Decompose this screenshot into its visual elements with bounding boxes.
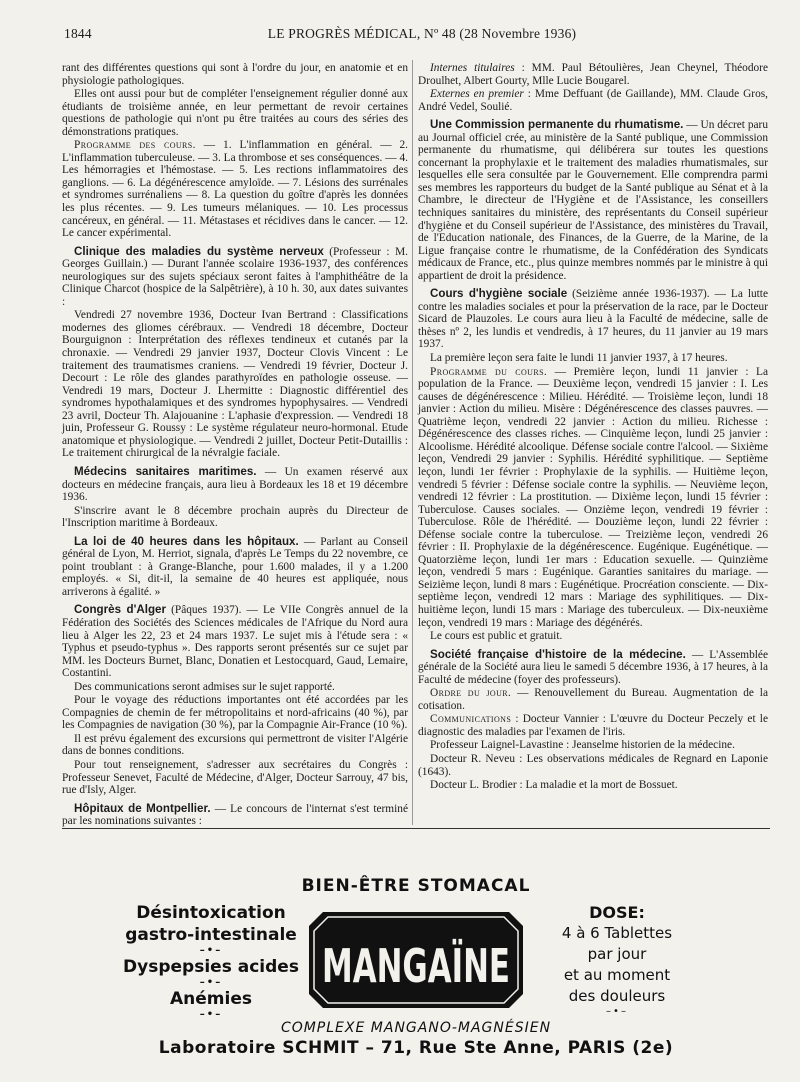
paragraph: Pour le voyage des réductions importantes ont été accordées par les Compagnies de chemin de fer métropolitains et nord-africains (40 %), par les Compagnies de navigation (30 %), par la Compagnie Air-France (10 %). [62,694,408,732]
paragraph: S'inscrire avant le 8 décembre prochain auprès du Directeur de l'Inscription maritime à Bordeaux. [62,504,408,530]
ad-dash: –•– [199,977,223,988]
ad-indication: Anémies [170,989,252,1009]
paragraph: rant des différentes questions qui sont à l'ordre du jour, en anatomie et en physiologie pathologiques. [62,62,408,87]
ad-indication: Désintoxication [136,903,286,923]
paragraph: Le cours est public et gratuit. [430,630,563,643]
section-title: Cours d'hygiène sociale [430,287,568,301]
dose-line: par jour [587,945,647,963]
paragraph-text: — Première leçon, lundi 11 janvier : La population de la France. — Deuxième leçon, vendredi 15 janvier : I. Les causes de dégénérescence : Milieu. Hérédité. — Troisième leçon, lundi 18 janvier : Action du milieu. Misère : Dégénérescence des classes pauvres. — Quatrième leçon, vendredi 22 janvier : Action du milieu. Richesse : Dégénérescence des classes riches. — Cinquième leçon, lundi 25 janvier : Alcoolisme. Hérédité alcoolique. Défense sociale contre l'alcool. — Sixième leçon, Vendredi 29 janvier : Syphilis. Hérédité syphilitique. — Septième leçon, lundi 1er février : Prophylaxie de la syphilis. — Huitième leçon, vendredi 5 février : Défense sociale contre la syphilis. — Neuvième leçon, vendredi 12 février : La prostitution. — Dixième leçon, lundi 15 février : Tuberculose. Causes sociales. — Onzième leçon, vendredi 19 février : Tuberculose. Rôle de l'hérédité. — Douzième leçon, lundi 22 février : Défense sociale contre la tuberculose. — Treizième leçon, vendredi 26 février : II. Prophylaxie de la dégénérescence. Eugénique. Eugénétique. — Quatorzième leçon, lundi 1er mars : Education sexuelle. — Quinzième leçon, vendredi 5 mars : Eugénique. Garanties sanitaires du mariage. — Seizième leçon, lundi 8 mars : Eugénétique. Procréation consciente. — Dix-septième leçon, vendredi 12 mars : Mariage des syphilitiques. — Dix-huitième leçon, lundi 15 mars : Mariage des tuberculeux. — Dix-neuxième leçon, vendredi 19 mars : Mariage des dégénérés. [418,365,768,629]
paragraph-text: : MM. Paul Bétoulières, Jean Cheynel, Théodore Droulhet, Albert Gourty, Mlle Lucie Bougarel. [418,62,768,87]
paragraph: Des communications seront admises sur le sujet rapporté. [74,680,335,693]
brand-name: MANGAÏNE [322,939,510,993]
dose-line: et au moment [563,966,671,984]
paragraph [418,687,768,712]
paragraph [418,288,768,351]
paragraph-text: (Professeur : M. Georges Guillain.) — Durant l'année scolaire 1936-1937, des conférences neurologiques sur des sujets spéciaux seront faites à l'amphithéâtre de la Clinique Charcot (hospice de la Salpêtrière), à 10 h. 30, aux dates suivantes : [62,245,408,308]
section-label: Programme des cours. [74,139,196,152]
ad-headline: BIEN-ÊTRE STOMACAL [301,876,531,896]
paragraph-text: — Un décret paru au Journal officiel crée, au ministère de la Santé publique, une Commission permanente du rhumatisme, qui délibérera sur toutes les questions concernant la prophylaxie et le traitement des maladies rhumatismales, sur lesquelles elle sera consultée par le Gouvernement. Elle comprendra parmi ses membres les rapporteurs du budget de la Santé publique au Sénat et à la Chambre, le directeur de l'Hygiène et de l'Assistance, les conseillers techniques sanitaires du ministère, des représentants du Conseil supérieur d'hygiène et du Conseil supérieur de l'Assistance, des ministères du Travail, de l'Education nationale, des Finances, de la Guerre, de la Marine, de la Ligue française contre le rhumatisme, de la Confédération des Syndicats médicaux de France, etc., plus quinze membres nommés par le ministre à qui appartient de droit la présidence. [418,119,768,282]
paragraph: Il est prévu également des excursions qui permettront de visiter l'Algérie dans de bonnes conditions. [62,732,408,758]
paragraph: Elles ont aussi pour but de compléter l'enseignement régulier donné aux étudiants de troisième année, en leur permettant de revoir certaines questions de pathologie qui n'ont pu être traitées au cours des séries des démonstrations pratiques. [62,88,408,138]
section-label: Communications [430,713,512,726]
paragraph: Docteur R. Neveu : Les observations médicales de Regnard en Laponie (1643). [418,752,768,778]
section-title: La loi de 40 heures dans les hôpitaux. [74,534,299,548]
paragraph [418,713,768,738]
paragraph [418,88,768,113]
paragraph-text: (Seizième année 1936-1937). — La lutte contre les maladies sociales et pour la préservation de la race, par le Docteur Sicard de Plauzoles. Le cours aura lieu à la Faculté de médecine, salle de thèses nº 2, les lundis et vendredis, à 17 heures, du 11 janvier au 19 mars 1937. [418,288,768,351]
paragraph-text: : Mme Deffuant (de Gaillande), MM. Claude Gros, André Vedel, Soulié. [418,88,768,113]
left-column [62,62,408,829]
page-number: 1844 [64,26,92,41]
advertisement [62,840,770,1070]
section-title: Clinique des maladies du système nerveux [74,244,324,258]
page-header [64,26,780,44]
paragraph: Professeur Laignel-Lavastine : Jeanselme historien de la médecine. [430,739,735,752]
paragraph-text: — 1. L'inflammation en général. — 2. L'inflammation tuberculeuse. — 3. La thrombose et ses conséquences. — 4. Les hémorragies et l'hémostase. — 5. Les rections inflammatoires des ganglions. — 6. La dégénérescence amyloïde. — 7. Lésions des surrénales et syndromes surrénaliens — 8. La question du goître d'après les données les plus récentes. — 9. Les tumeurs mélaniques. — 10. Les processus cancéreux, en général. — 11. Métastases et récidives dans le cancer. — 12. Le cancer expérimental. [62,139,408,240]
paragraph [62,803,408,828]
ad-dash: –•– [199,945,223,956]
paragraph: La première leçon sera faite le lundi 11 janvier 1937, à 17 heures. [430,352,728,365]
ad-indications [106,902,316,1020]
ad-indication: gastro-intestinale [125,925,297,945]
paragraph-text: — Le concours de l'internat s'est terminé par les nominations suivantes : [62,802,408,828]
journal-title: LE PROGRÈS MÉDICAL, Nº 48 (28 Novembre 1936) [267,26,577,41]
ad-dash: –•– [199,1009,223,1020]
paragraph-text: — Parlant au Conseil général de Lyon, M. Herriot, signala, d'après Le Temps du 22 novembre, ce point troublant : à Grange-Blanche, pour 1.600 malades, il y a 1.200 employés. « Si, dit-il, la semaine de 40 heures est appliquée, nous arriverons à égalité. » [62,535,408,598]
section-title: Congrès d'Alger [74,603,166,617]
paragraph: Vendredi 27 novembre 1936, Docteur Ivan Bertrand : Classifications modernes des gliomes cérébraux. — Vendredi 18 décembre, Docteur Bourguignon : Interprétation des réflexes tendineux et cutanés par la chronaxie. — Vendredi 29 janvier 1937, Docteur Clovis Vincent : Le traitement des traumatismes craniens. — Vendredi 19 février, Docteur J. Decourt : Le rôle des glandes parathyroïdes en pathologie osseuse. — Vendredi 19 mars, Docteur J. Lhermitte : Diagnostic différentiel des syndromes hypothalamiques et des syndromes hypophysaires. — Vendredi 23 avril, Docteur Th. Alajouanine : L'aphasie d'expression. — Vendredi 18 juin, Professeur G. Roussy : Le système régulateur neuro-hormonal. Etude anatomique et physiologique. — Vendredi 2 juillet, Docteur Petit-Dutaillis : Le traitement chirurgical de la névralgie faciale. [62,309,408,460]
column-divider [412,60,413,825]
paragraph-text: — L'Assemblée générale de la Société aura lieu le samedi 5 décembre 1936, à 17 heures, à la Faculté de médecine (foyer des professeurs). [418,648,768,686]
section-title: Société française d'histoire de la médecine. [430,647,686,661]
brand-logo [309,912,523,1008]
dose-line: 4 à 6 Tablettes [561,924,673,942]
paragraph [418,62,768,87]
paragraph [418,119,768,282]
italic-label: Externes en premier [430,88,524,101]
section-label: Programme du cours. [430,365,548,378]
paragraph: Docteur L. Brodier : La maladie et la mort de Bossuet. [430,779,678,792]
ad-dosage [522,902,712,1017]
paragraph: Pour tout renseignement, s'adresser aux secrétaires du Congrès : Professeur Senevet, Faculté de Médecine, d'Alger, Docteur Sarrouy, 47 bis, rue d'Isly, Alger. [62,758,408,797]
right-column [418,62,768,793]
paragraph [62,466,408,504]
paragraph-text: — Renouvellement du Bureau. Augmentation de la cotisation. [418,687,768,712]
ad-composition: COMPLEXE MANGANO-MAGNÉSIEN [280,1020,552,1036]
paragraph [418,649,768,687]
section-title: Médecins sanitaires maritimes. [74,464,257,478]
dose-label: DOSE: [589,903,645,922]
ad-laboratory: Laboratoire SCHMIT – 71, Rue Ste Anne, PARIS (2e) [158,1038,674,1058]
paragraph [62,604,408,679]
section-title: Hôpitaux de Montpellier. [74,801,211,815]
paragraph [62,536,408,599]
paragraph-text: : Docteur Vannier : L'œuvre du Docteur Peczely et le diagnostic des maladies par l'examen de l'iris. [418,713,768,738]
ad-indication: Dyspepsies acides [123,957,299,977]
italic-label: Internes titulaires [430,62,515,74]
dose-line: des douleurs [568,987,666,1005]
paragraph-text: — Un examen réservé aux docteurs en médecine français, aura lieu à Bordeaux les 18 et 19 décembre 1936. [62,465,408,504]
paragraph [418,366,768,629]
paragraph-text: (Pâques 1937). — Le VIIe Congrès annuel de la Fédération des Sociétés des Sciences médicales de l'Afrique du Nord aura lieu à Alger les 22, 23 et 24 mars 1937. Le sujet mis à l'étude sera : « Typhus et pseudo-typhus ». Des rapports seront présentés sur ce sujet par MM. les Docteurs Burnet, Blanc, Donatien et Lestocquard, Gaud, Lemaire, Costantini. [62,604,408,680]
ad-dash: –•– [606,1006,628,1017]
advert-separator [62,828,770,829]
paragraph [62,139,408,239]
paragraph [62,246,408,309]
section-label: Ordre du jour. [430,687,512,700]
section-title: Une Commission permanente du rhumatisme. [430,118,684,132]
